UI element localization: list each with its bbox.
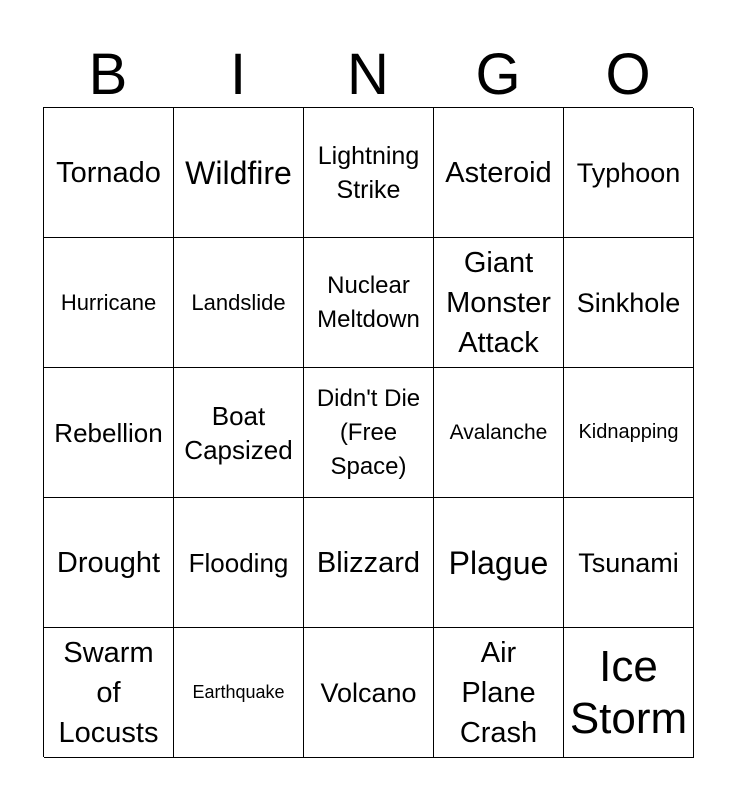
bingo-cell-r1c1[interactable] — [44, 108, 174, 238]
cell-label: Blizzard — [316, 546, 421, 579]
bingo-cell-r5c1[interactable] — [44, 628, 174, 758]
cell-label: Drought — [56, 546, 161, 579]
header-letter-b: B — [88, 42, 128, 107]
bingo-cell-r2c2[interactable] — [174, 238, 304, 368]
cell-label: Air Plane Crash — [459, 636, 538, 749]
cell-label: Tornado — [56, 156, 161, 189]
cell-label: Plague — [448, 544, 549, 581]
bingo-cell-r4c2[interactable] — [174, 498, 304, 628]
bingo-cell-r3c2[interactable] — [174, 368, 304, 498]
cell-label: Kidnapping — [578, 421, 679, 443]
bingo-cell-r1c3[interactable] — [304, 108, 434, 238]
cell-label: Typhoon — [576, 157, 681, 188]
cell-label: Boat Capsized — [184, 400, 293, 465]
bingo-header — [43, 42, 693, 108]
bingo-cell-r1c4[interactable] — [434, 108, 564, 238]
bingo-cell-r4c3[interactable] — [304, 498, 434, 628]
cell-label: Sinkhole — [576, 287, 681, 318]
bingo-cell-r2c5[interactable] — [564, 238, 694, 368]
free-space-cell[interactable] — [304, 368, 434, 498]
cell-label: Nuclear Meltdown — [317, 271, 420, 333]
header-letter-i: I — [229, 42, 247, 107]
cell-label: Asteroid — [445, 156, 552, 189]
header-letter-o: O — [605, 42, 651, 107]
bingo-cell-r2c3[interactable] — [304, 238, 434, 368]
cell-label: Didn't Die (Free Space) — [316, 384, 421, 480]
bingo-cell-r5c4[interactable] — [434, 628, 564, 758]
cell-label: Wildfire — [185, 154, 292, 191]
cell-label: Flooding — [188, 547, 289, 578]
header-letter-n: N — [347, 42, 389, 107]
cell-label: Landslide — [191, 289, 286, 315]
bingo-cell-r1c2[interactable] — [174, 108, 304, 238]
bingo-cell-r1c5[interactable] — [564, 108, 694, 238]
cell-label: Volcano — [320, 677, 417, 708]
bingo-board — [43, 107, 693, 757]
bingo-cell-r4c5[interactable] — [564, 498, 694, 628]
bingo-cell-r4c4[interactable] — [434, 498, 564, 628]
bingo-cell-r5c3[interactable] — [304, 628, 434, 758]
cell-label: Giant Monster Attack — [446, 246, 551, 359]
bingo-cell-r3c1[interactable] — [44, 368, 174, 498]
cell-label: Hurricane — [60, 289, 157, 315]
bingo-cell-r3c4[interactable] — [434, 368, 564, 498]
bingo-cell-r5c5[interactable] — [564, 628, 694, 758]
cell-label: Tsunami — [578, 547, 679, 578]
cell-label: Earthquake — [192, 682, 285, 702]
bingo-cell-r3c5[interactable] — [564, 368, 694, 498]
cell-label: Ice Storm — [569, 641, 688, 743]
bingo-cell-r5c2[interactable] — [174, 628, 304, 758]
bingo-cell-r4c1[interactable] — [44, 498, 174, 628]
header-letter-g: G — [475, 42, 521, 107]
cell-label: Swarm of Locusts — [58, 636, 159, 749]
cell-label: Avalanche — [449, 420, 548, 444]
bingo-cell-r2c4[interactable] — [434, 238, 564, 368]
cell-label: Lightning Strike — [317, 141, 420, 204]
bingo-cell-r2c1[interactable] — [44, 238, 174, 368]
cell-label: Rebellion — [54, 417, 163, 448]
